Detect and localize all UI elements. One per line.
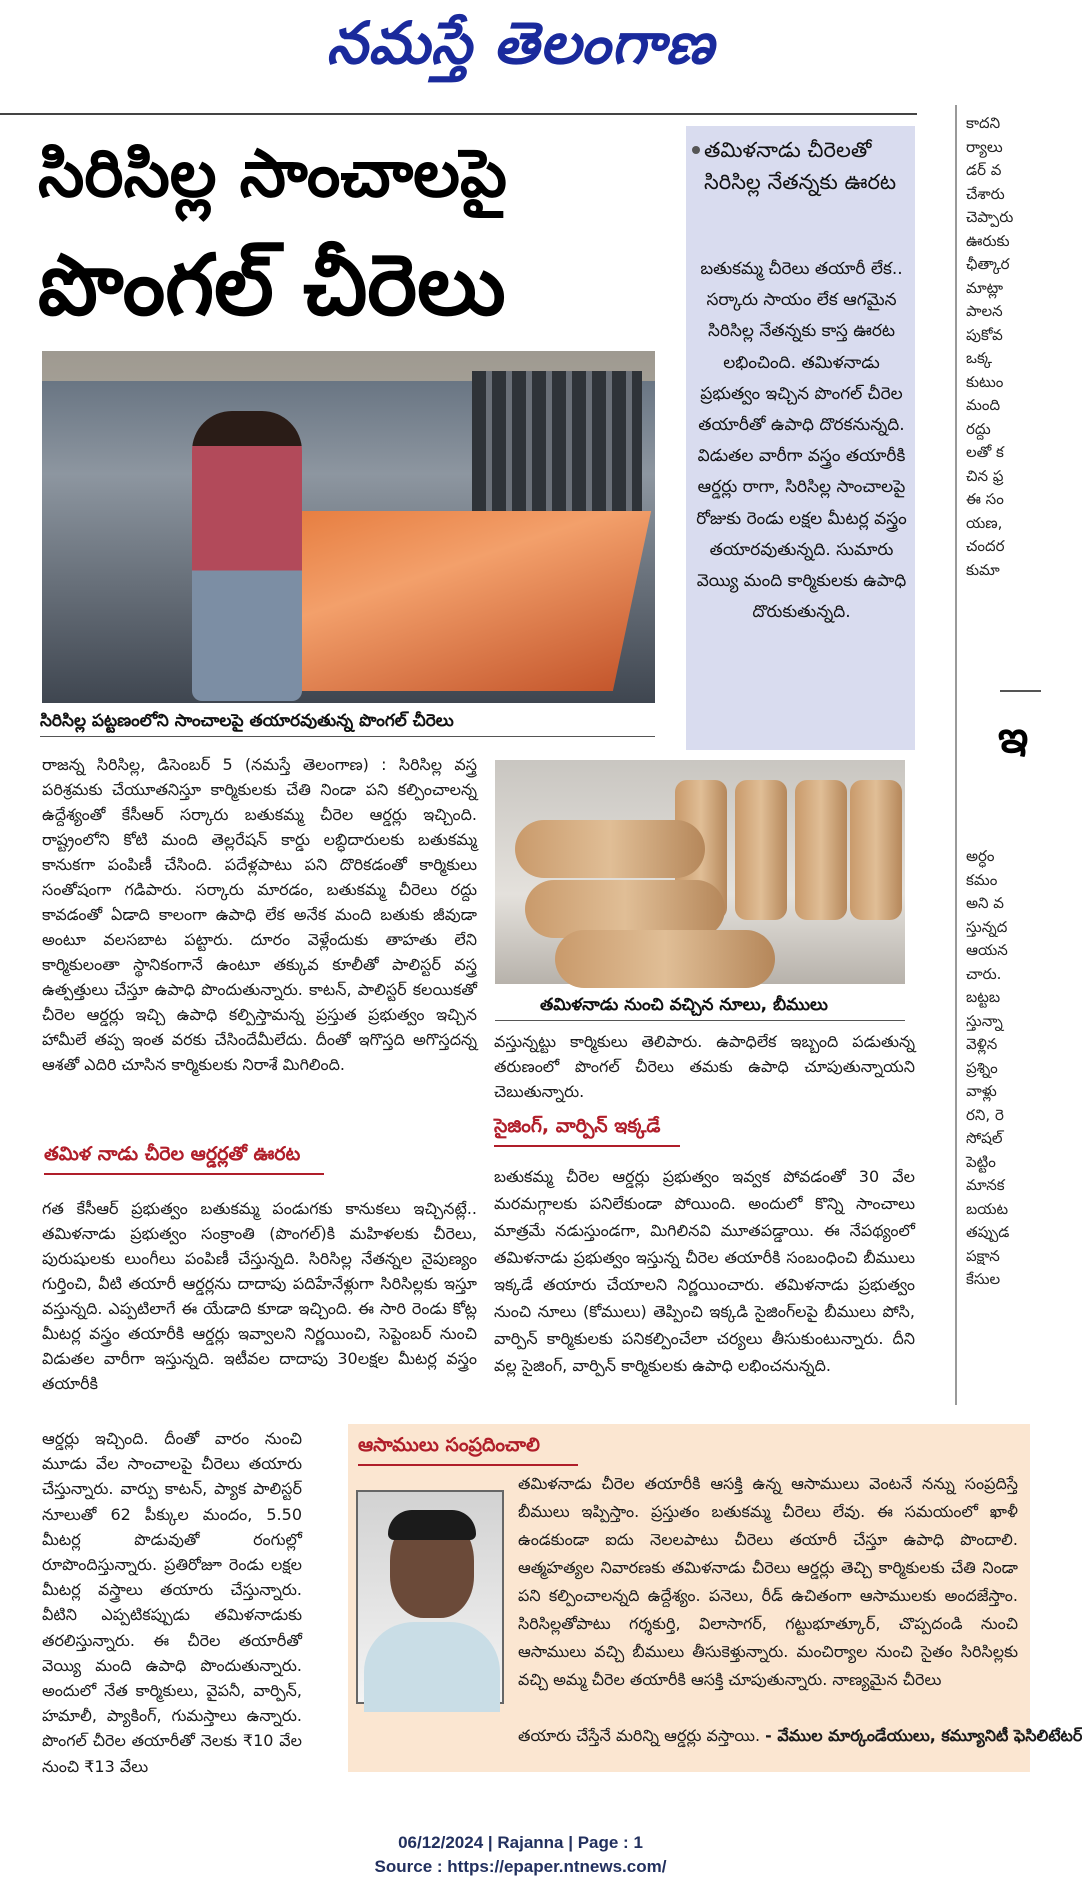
footer-source-link[interactable]: Source : https://epaper.ntnews.com/ xyxy=(374,1857,667,1876)
caption-rule xyxy=(40,736,655,737)
subhead-rule xyxy=(44,1173,324,1175)
subhead-tamilnadu-orders: తమిళ నాడు చీరెల ఆర్డర్లతో ఊరట xyxy=(44,1143,301,1165)
person-portrait xyxy=(356,1490,504,1704)
quote-credit-lead: తయారు చేస్తేనే మరిన్ని ఆర్డర్లు వస్తాయి. xyxy=(518,1726,761,1745)
masthead-rule xyxy=(0,113,917,115)
article-paragraph-4: బతుకమ్మ చీరెల ఆర్డర్లు ప్రభుత్వం ఇవ్వక పోవడంతో 30 వేల మరమగ్గాలకు పనిలేకుండా పోయింది. అందులో కొన్ని సాంచాలు మాత్రమే నడుస్తుండగా, మిగిలినవి మూతపడ్డాయి. ఈ నేపథ్యంలో తమిళనాడు ప్రభుత్వం ఇస్తున్న చీరెల తయారీకి సంబంధించి బీములు ఇక్కడే తయారు చేయాలని నిర్ణయించారు. తమిళనాడు ప్రభుత్వం నుంచి నూలు (కోములు) తెప్పించి ఇక్కడి సైజింగ్‌లపై బీములు పోసి, వార్పిన్ కార్మికులకు పనికల్పించేలా చర్యలు తీసుకుంటున్నారు. దీని వల్ల సైజింగ్, వార్పిన్ కార్మికులకు ఉపాధి లభించనున్నది. xyxy=(494,1167,915,1375)
article-paragraph-3: ఆర్డర్లు ఇచ్చింది. దీంతో వారం నుంచి మూడు వేల సాంచాలపై చీరెలు తయారు చేస్తున్నారు. వార్పు కాటన్, ప్యాక పాలిస్టర్ నూలుతో 62 పీక్కుల మందం, 5.50 మీటర్ల పొడువుతో రంగుల్లో రూపొందిస్తున్నారు. ప్రతిరోజూ రెండు లక్షల మీటర్ల వస్త్రాలు తయారు చేస్తున్నారు. వీటిని ఎప్పటికప్పుడు తమిళనాడుకు తరలిస్తున్నారు. ఈ చీరెల తయారీతో వెయ్యి మంది ఉపాధి పొందుతున్నారు. అందులో నేత కార్మికులు, వైపనీ, వార్పిన్, హమాలీ, ప్యాకింగ్, గుమస్తాలు ఉన్నారు. పొంగల్ చీరెల తయారీతో నెలకు ₹10 వేల నుంచి ₹13 వేలు xyxy=(42,1429,302,1776)
bullet-icon xyxy=(692,146,700,154)
loom-photo xyxy=(42,351,655,703)
quote-box-text: తమిళనాడు చీరెల తయారీకి ఆసక్తి ఉన్న ఆసాములు వెంటనే నన్ను సంప్రదిస్తే బీములు ఇప్పిస్తాం. ప్రస్తుతం బతుకమ్మ చీరెలు లేవు. ఈ సమయంలో ఖాళీ ఉండకుండా ఐదు నెలలపాటు చీరెలు తయారీ చేస్తూ ఉపాధి పొందాలి. ఆత్మహత్యల నివారణకు తమిళనాడు చీరెలు ఆర్డర్లు తెచ్చి కార్మికులకు చేతి నిండా పని కల్పించాలన్నది ఉద్దేశ్యం. పనెలు, రీడ్ ఉచితంగా ఆసాములకు అందజేస్తాం. సిరిసిల్లతోపాటు గర్శకుర్తి, విలాసాగర్, గట్టుభూత్కూర్, చొప్పదండి నుంచి ఆసాములు వచ్చి బీములు తీసుకెళ్తున్నారు. మంచిర్యాల నుంచి సైతం సిరిసిల్లకు వచ్చి అమ్మ చీరెల తయారీకి ఆసక్తి చూపుతున్నారు. నాణ్యమైన చీరెలు xyxy=(518,1474,1018,1689)
quote-box-credit xyxy=(518,1722,1082,1750)
roll-shape xyxy=(515,820,705,878)
quote-box-title: ఆసాములు సంప్రదించాలి xyxy=(358,1434,540,1456)
quote-box-title-rule xyxy=(358,1464,578,1466)
article-paragraph-1: రాజన్న సిరిసిల్ల, డిసెంబర్ 5 (నమస్తే తెలంగాణ) : సిరిసిల్ల వస్త్ర పరిశ్రమకు చేయూతనిస్తూ కార్మికులకు చేతి నిండా పని కల్పించాలన్న ఉద్దేశ్యంతో కేసీఆర్ సర్కారు బతుకమ్మ చీరెల ఆర్డర్లు ఇచ్చింది. రాష్ట్రంలోని కోటి మంది తెల్లరేషన్ కార్డు లబ్ధిదారులకు బతుకమ్మ కానుకగా పంపిణీ చేసింది. పదేళ్లపాటు పని దొరికడంతో కార్మికులు సంతోషంగా గడిపారు. సర్కారు మారడం, బతుకమ్మ చీరెలు రద్దు కావడంతో ఏడాది కాలంగా ఉపాధి లేక అనేక మంది బతుకు జీవుడా అంటూ వలసబాట పట్టారు. దూరం వెళ్లేందుకు తాహతు లేని కార్మికులంతా స్థానికంగానే ఉంటూ తక్కువ కూలీతో పాలిస్టర్ వస్త్ర ఉత్పత్తులు చేస్తూ ఉపాధి పొందుతున్నారు. కాటన్, పాలిస్టర్ కలయికతో చీరెల ఆర్డర్లు ఇచ్చి ఉపాధి కల్పిస్తామన్న ప్రస్తుత ప్రభుత్వం ఇచ్చిన హామీలే తప్ప ఇంత వరకు చేసిందేమీలేదు. దీంతో ఇగొస్తది అగొస్తదన్న ఆశతో ఎదిరి చూసిన కార్మికులకు నిరాశే మిగిలింది. xyxy=(42,755,477,1074)
masthead-logo: నమస్తే తెలంగాణ xyxy=(326,9,715,77)
portrait-shirt xyxy=(364,1622,500,1712)
yarn-rolls-photo xyxy=(495,760,905,984)
sidebar-body: బతుకమ్మ చీరెలు తయారీ లేక.. సర్కారు సాయం లేక ఆగమైన సిరిసిల్ల నేతన్నకు కాస్త ఊరట లభించింది. తమిళనాడు ప్రభుత్వం ఇచ్చిన పొంగల్ చీరెల తయారీతో ఉపాధి దొరకనున్నది. విడుతల వారీగా వస్త్రం తయారీకి ఆర్డర్లు రాగా, సిరిసిల్ల సాంచాలపై రోజుకు రెండు లక్షల మీటర్ల వస్త్రం తయారవుతున్నది. సుమారు వెయ్యి మంది కార్మికులకు ఉపాధి దొరుకుతున్నది. xyxy=(696,259,907,623)
rolls-photo-caption: తమిళనాడు నుంచి వచ్చిన నూలు, బీములు xyxy=(540,995,828,1015)
headline-line-1: సిరిసిల్ల సాంచాలపై xyxy=(38,135,507,212)
headline-line-2: పొంగల్ చీరెలు xyxy=(38,236,506,334)
sidebar-lead xyxy=(704,134,904,198)
adjacent-article-fragment-top: కాదని ర్యాలు డర్ వ చేశారు చెప్పారు ఊరుకు ఛీత్కార మాట్లా పాలన పుకోవ ఒక్క కుటుం మంది రద్దు లతో క చిన ఫ్ర ఈ సం యణ, చందర కుమా xyxy=(966,114,1014,579)
portrait-hair xyxy=(388,1510,476,1540)
column-divider xyxy=(955,105,957,1405)
roll-shape xyxy=(795,780,847,920)
photo-weaver xyxy=(192,411,302,701)
roll-shape xyxy=(735,780,787,920)
article-column-2-top: వస్తున్నట్టు కార్మికులు తెలిపారు. ఉపాధిలేక ఇబ్బంది పడుతున్న తరుణంలో పొంగల్ చీరెలు తమకు ఉపాధి చూపుతున్నాయని చెబుతున్నారు. xyxy=(494,1032,915,1101)
adjacent-article-rule xyxy=(1000,690,1041,692)
roll-shape xyxy=(555,930,775,988)
main-photo-caption: సిరిసిల్ల పట్టణంలోని సాంచాలపై తయారవుతున్న పొంగల్ చీరెలు xyxy=(40,711,454,731)
caption-rule xyxy=(495,1020,905,1021)
adjacent-article-fragment-mid: అర్ధం కమం అని వ స్తున్నద ఆయన చారు. బట్టబ స్తున్నా వెళ్లిన ప్రశ్నిం వాళ్లు రని, రె సోషల్ పెట్టిం మానక బయట తప్పుడ పక్షాన కేసుల xyxy=(966,847,1010,1288)
article-paragraph-2: గత కేసీఆర్ ప్రభుత్వం బతుకమ్మ పండుగకు కానుకలు ఇచ్చినట్లే.. తమిళనాడు ప్రభుత్వం సంక్రాంతి (పొంగల్)కి మహిళలకు చీరెలు, పురుషులకు లుంగీలు పంపిణీ చేస్తున్నది. సిరిసిల్ల నేతన్నల నైపుణ్యం గుర్తించి, వీటి తయారీ ఆర్డర్లను దాదాపు పదిహేనేళ్లుగా సిరిసిల్లకు ఇస్తూ వస్తున్నది. ఎప్పటిలాగే ఈ యేడాది కూడా ఇచ్చింది. ఈ సారి రెండు కోట్ల మీటర్ల వస్త్రం తయారీకి ఆర్డర్లు ఇవ్వాలని నిర్ణయించి, సెప్టెంబర్ నుంచి విడుతల వారీగా ఇస్తున్నది. ఇటీవల దాదాపు 30లక్షల మీటర్ల వస్త్రం తయారీకి xyxy=(42,1199,477,1393)
roll-shape xyxy=(850,780,902,920)
subhead-rule xyxy=(494,1145,680,1147)
subhead-sizing-warping: సైజింగ్, వార్పిన్ ఇక్కడే xyxy=(494,1115,661,1137)
quote-credit-name: - వేముల మార్కండేయులు, కమ్యూనిటీ ఫెసిలిటేటర్ xyxy=(765,1726,1082,1745)
footer-edition-info: 06/12/2024 | Rajanna | Page : 1 xyxy=(398,1833,643,1852)
photo-machinery xyxy=(472,371,642,511)
adjacent-headline-fragment: ఇ xyxy=(998,712,1029,763)
sidebar-lead-text: తమిళనాడు చీరెలతో సిరిసిల్ల నేతన్నకు ఊరట xyxy=(704,138,897,194)
